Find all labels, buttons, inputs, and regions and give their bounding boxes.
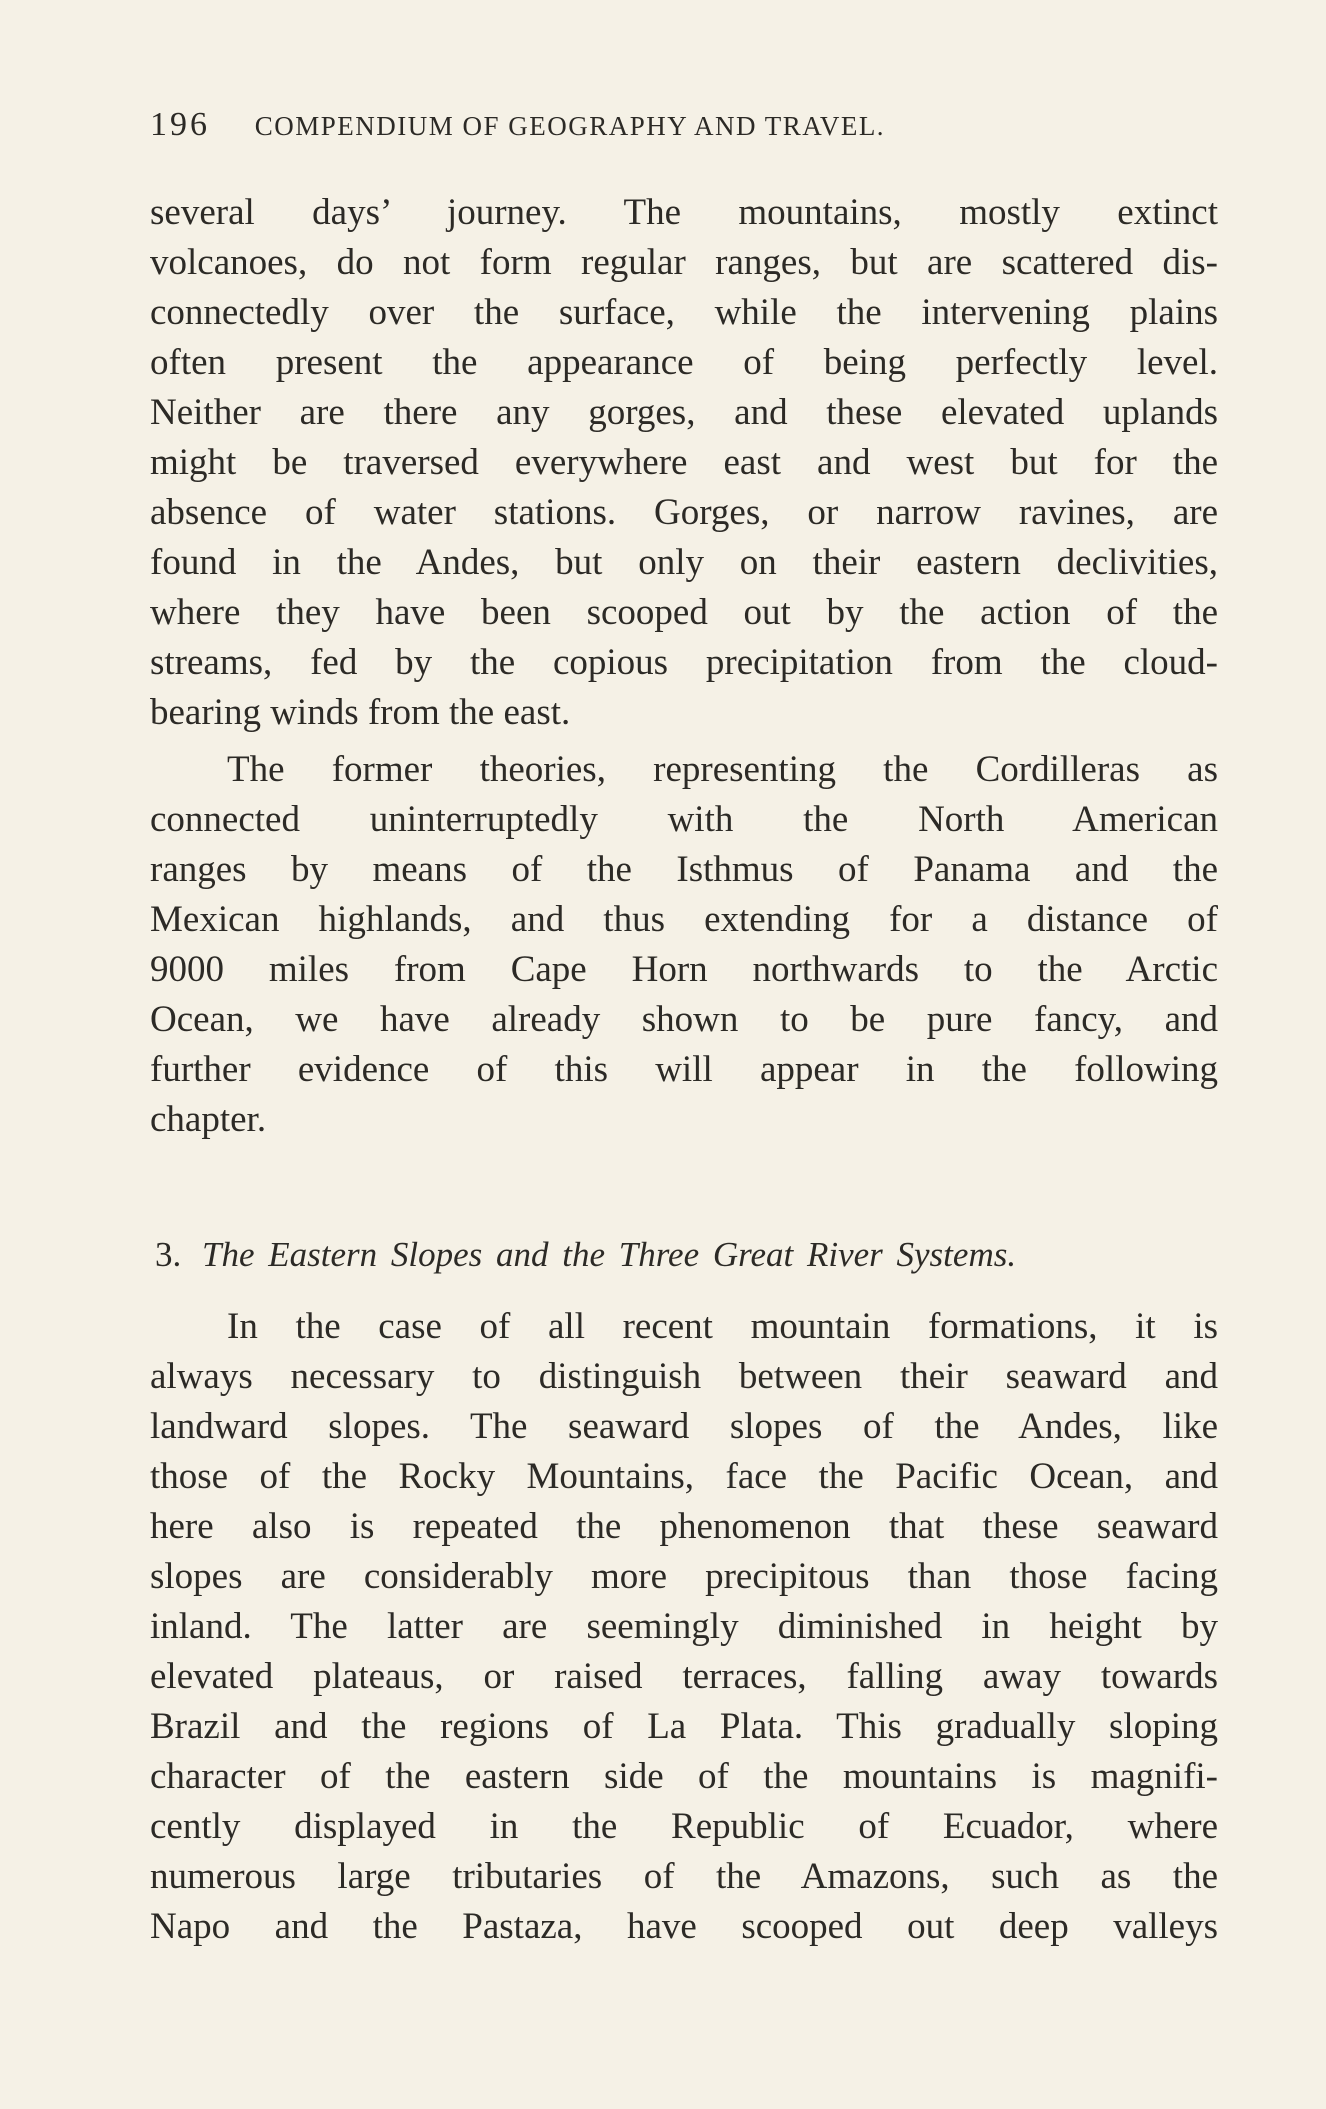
paragraph-1-line: bearing winds from the east.: [150, 692, 571, 733]
section-heading: [155, 1228, 1213, 1282]
paragraph-3-line: always necessary to distinguish between their seaward and: [150, 1356, 1218, 1397]
page-number: 196: [150, 106, 210, 143]
paragraph-1-line: might be traversed everywhere east and west but for the: [150, 442, 1218, 483]
paragraph-2-line: The former theories, representing the Cordilleras as: [227, 749, 1218, 790]
section-number: 3.: [155, 1235, 182, 1274]
paragraph-3-line: Brazil and the regions of La Plata. This gradually sloping: [150, 1706, 1218, 1747]
paragraph-2-line: Mexican highlands, and thus extending for a distance of: [150, 899, 1218, 940]
paragraph-1-line: several days’ journey. The mountains, mostly extinct: [150, 192, 1218, 233]
paragraph-3-line: character of the eastern side of the mountains is magnifi-: [150, 1756, 1218, 1797]
paragraph-1-line: absence of water stations. Gorges, or narrow ravines, are: [150, 492, 1218, 533]
paragraph-2-line: connected uninterruptedly with the North American: [150, 799, 1218, 840]
paragraph-3-line: inland. The latter are seemingly diminished in height by: [150, 1606, 1218, 1647]
paragraph-2-line: chapter.: [150, 1099, 267, 1140]
paragraph-1-line: streams, fed by the copious precipitation from the cloud-: [150, 642, 1218, 683]
paragraph-3-line: In the case of all recent mountain formations, it is: [227, 1306, 1218, 1347]
paragraph-2-line: 9000 miles from Cape Horn northwards to the Arctic: [150, 949, 1218, 990]
paragraph-3-line: here also is repeated the phenomenon that these seaward: [150, 1506, 1218, 1547]
paragraph-3-line: those of the Rocky Mountains, face the Pacific Ocean, and: [150, 1456, 1218, 1497]
section-title: The Eastern Slopes and the Three Great River Systems.: [202, 1235, 1017, 1274]
paragraph-3-line: slopes are considerably more precipitous than those facing: [150, 1556, 1218, 1597]
paragraph-1-line: Neither are there any gorges, and these elevated uplands: [150, 392, 1218, 433]
paragraph-2-line: ranges by means of the Isthmus of Panama and the: [150, 849, 1218, 890]
paragraph-3-line: elevated plateaus, or raised terraces, falling away towards: [150, 1656, 1218, 1697]
paragraph-2-line: further evidence of this will appear in the following: [150, 1049, 1218, 1090]
paragraph-3-line: landward slopes. The seaward slopes of the Andes, like: [150, 1406, 1218, 1447]
paragraph-1-line: where they have been scooped out by the action of the: [150, 592, 1218, 633]
paragraph-2-line: Ocean, we have already shown to be pure fancy, and: [150, 999, 1218, 1040]
running-title: COMPENDIUM OF GEOGRAPHY AND TRAVEL.: [254, 111, 886, 141]
paragraph-1-line: volcanoes, do not form regular ranges, but are scattered dis-: [150, 242, 1218, 283]
running-header: [150, 106, 1220, 154]
paragraph-1-line: found in the Andes, but only on their eastern declivities,: [150, 542, 1218, 583]
paragraph-1-line: connectedly over the surface, while the intervening plains: [150, 292, 1218, 333]
paragraph-3-line: numerous large tributaries of the Amazons, such as the: [150, 1856, 1218, 1897]
paragraph-3-line: Napo and the Pastaza, have scooped out deep valleys: [150, 1906, 1218, 1947]
paragraph-3-line: cently displayed in the Republic of Ecuador, where: [150, 1806, 1218, 1847]
paragraph-1-line: often present the appearance of being perfectly level.: [150, 342, 1218, 383]
